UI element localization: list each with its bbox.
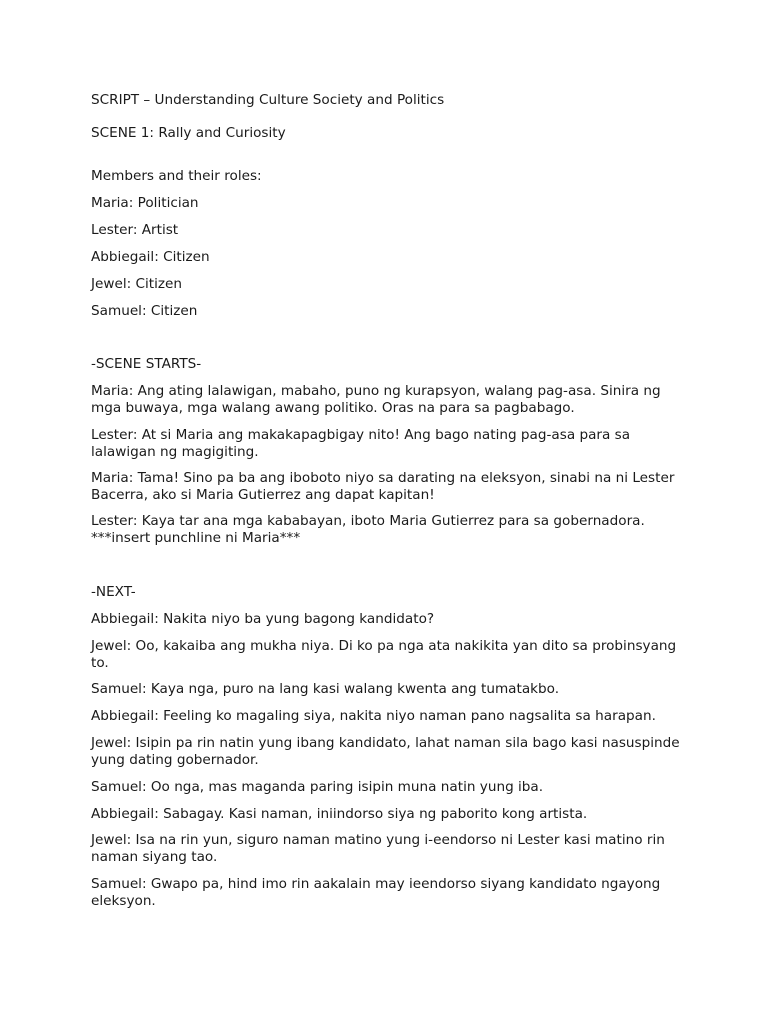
dialogue-line: Abbiegail: Sabagay. Kasi naman, iniindorso siya ng paborito kong artista. (91, 806, 588, 822)
member-role: Lester: Artist (91, 222, 179, 238)
document-page (91, 0, 691, 1024)
dialogue-line: Maria: Ang ating lalawigan, mabaho, puno ng kurapsyon, walang pag-asa. Sinira ng mga buwaya, mga walang awang politiko. Oras na para sa pagbabago. (91, 383, 661, 416)
next-marker: -NEXT- (91, 584, 136, 600)
dialogue-line: Samuel: Oo nga, mas maganda paring isipin muna natin yung iba. (91, 779, 544, 795)
dialogue-line: Abbiegail: Nakita niyo ba yung bagong kandidato? (91, 611, 435, 627)
scene-heading: SCENE 1: Rally and Curiosity (91, 125, 286, 141)
dialogue-line: Lester: At si Maria ang makakapagbigay nito! Ang bago nating pag-asa para sa lalawigan ng magigiting. (91, 427, 631, 460)
dialogue-line: Samuel: Kaya nga, puro na lang kasi walang kwenta ang tumatakbo. (91, 681, 560, 697)
dialogue-line: Maria: Tama! Sino pa ba ang iboboto niyo sa darating na eleksyon, sinabi na ni Lester Bacerra, ako si Maria Gutierrez ang dapat kapitan! (91, 470, 675, 503)
member-role: Samuel: Citizen (91, 303, 198, 319)
dialogue-line: Jewel: Oo, kakaiba ang mukha niya. Di ko pa nga ata nakikita yan dito sa probinsyang to. (91, 638, 677, 671)
member-role: Maria: Politician (91, 195, 199, 211)
scene-starts-marker: -SCENE STARTS- (91, 356, 202, 372)
members-heading: Members and their roles: (91, 168, 262, 184)
member-role: Abbiegail: Citizen (91, 249, 210, 265)
member-role: Jewel: Citizen (91, 276, 183, 292)
dialogue-line: Samuel: Gwapo pa, hind imo rin aakalain may ieendorso siyang kandidato ngayong eleksyon. (91, 876, 661, 909)
dialogue-line: Abbiegail: Feeling ko magaling siya, nakita niyo naman pano nagsalita sa harapan. (91, 708, 656, 724)
dialogue-line: Jewel: Isipin pa rin natin yung ibang kandidato, lahat naman sila bago kasi nasuspinde yung dating gobernador. (91, 735, 680, 768)
dialogue-line: Lester: Kaya tar ana mga kababayan, iboto Maria Gutierrez para sa gobernadora. ***insert punchline ni Maria*** (91, 513, 645, 546)
document-title: SCRIPT – Understanding Culture Society and Politics (91, 92, 445, 108)
dialogue-line: Jewel: Isa na rin yun, siguro naman matino yung i-eendorso ni Lester kasi matino rin naman siyang tao. (91, 832, 665, 865)
